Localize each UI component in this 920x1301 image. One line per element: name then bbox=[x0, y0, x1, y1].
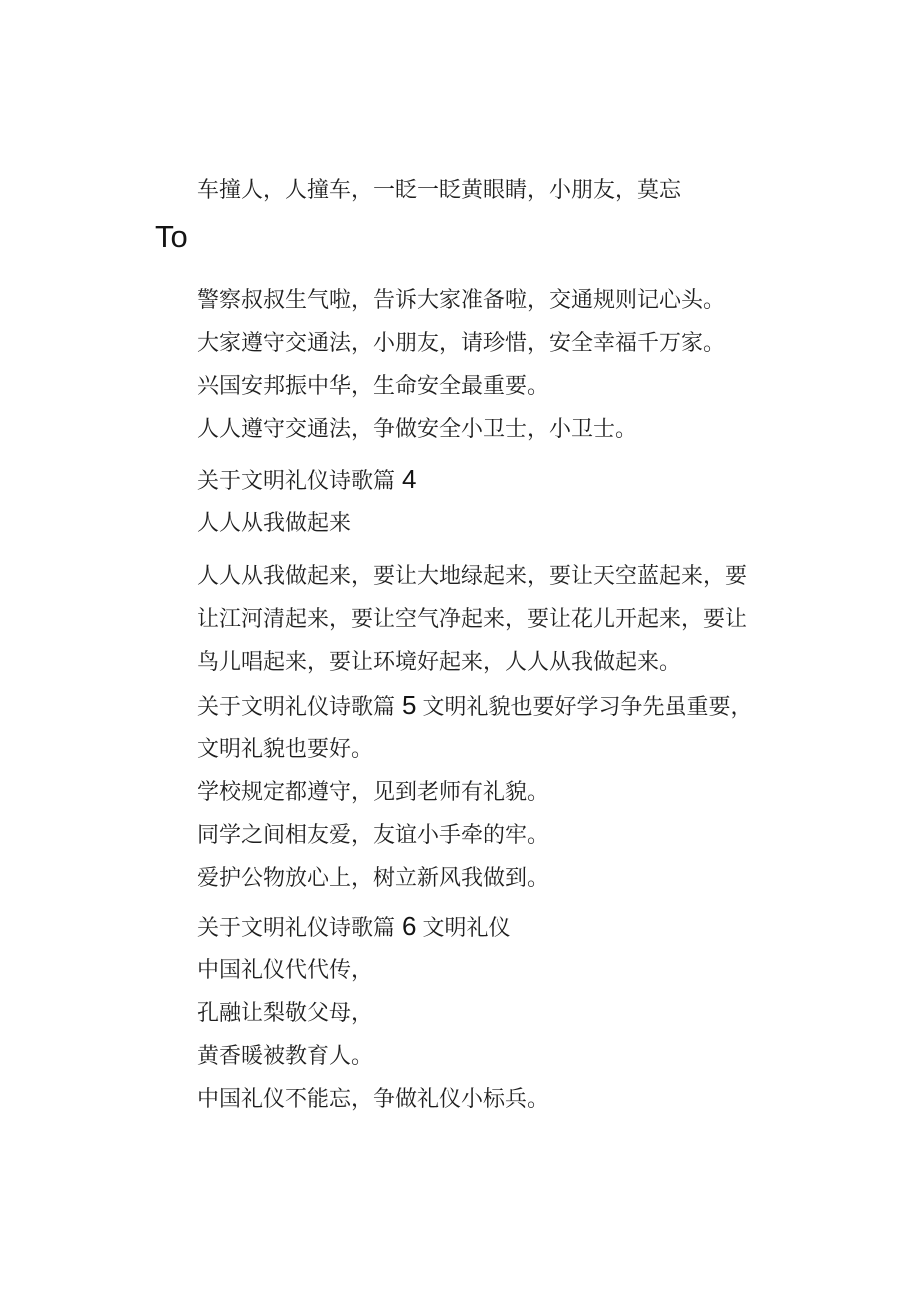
cjk-text-segment: 文明礼貌也要好。 bbox=[197, 736, 374, 761]
cjk-text-segment: 中国礼仪代代传， bbox=[197, 957, 374, 982]
cjk-text-segment: 爱护公物放心上，树立新风我做到。 bbox=[197, 865, 550, 890]
poem-line-3 bbox=[0, 278, 920, 321]
cjk-text-segment: 黄香暖被教育人。 bbox=[197, 1043, 374, 1068]
cjk-text-segment: 孔融让梨敬父母， bbox=[197, 1000, 374, 1025]
poem-line-18 bbox=[0, 948, 920, 991]
cjk-text-segment: 让江河清起来，要让空气净起来，要让花儿开起来，要让 bbox=[197, 606, 748, 631]
cjk-text-segment: 文明礼貌也要好学习争先虽重要， bbox=[422, 694, 753, 719]
poem-line-16 bbox=[0, 856, 920, 899]
cjk-text-segment: 人人从我做起来，要让大地绿起来，要让天空蓝起来，要 bbox=[197, 563, 748, 588]
poem-line-1 bbox=[0, 168, 920, 211]
cjk-text-segment: 学校规定都遵守，见到老师有礼貌。 bbox=[197, 779, 550, 804]
cjk-text-segment: 人人遵守交通法，争做安全小卫士，小卫士。 bbox=[197, 416, 638, 441]
cjk-text-segment: 同学之间相友爱，友谊小手牵的牢。 bbox=[197, 822, 550, 847]
poem-line-14 bbox=[0, 770, 920, 813]
poem-line-15 bbox=[0, 813, 920, 856]
cjk-text-segment: 关于文明礼仪诗歌篇 bbox=[197, 468, 396, 493]
cjk-text-segment: 关于文明礼仪诗歌篇 bbox=[197, 694, 396, 719]
cjk-text-segment: 鸟儿唱起来，要让环境好起来，人人从我做起来。 bbox=[197, 649, 682, 674]
poem-line-10 bbox=[0, 597, 920, 640]
poem-line-5 bbox=[0, 364, 920, 407]
cjk-text-segment: 警察叔叔生气啦，告诉大家准备啦，交通规则记心头。 bbox=[197, 287, 726, 312]
poem-line-19 bbox=[0, 991, 920, 1034]
poem-line-11 bbox=[0, 640, 920, 683]
poem-line-6 bbox=[0, 407, 920, 450]
cjk-text-segment: 文明礼仪 bbox=[422, 915, 511, 940]
poem-heading-7 bbox=[0, 458, 920, 501]
poem-heading-17 bbox=[0, 905, 920, 948]
to-marker-2 bbox=[0, 215, 920, 258]
poem-line-20 bbox=[0, 1034, 920, 1077]
poem-line-13 bbox=[0, 727, 920, 770]
poem-line-9 bbox=[0, 554, 920, 597]
poem-title-8 bbox=[0, 501, 920, 544]
poem-number: 6 bbox=[402, 911, 417, 941]
poem-heading-12 bbox=[0, 684, 920, 727]
latin-marker-text: To bbox=[155, 219, 188, 254]
poem-number: 5 bbox=[402, 690, 417, 720]
cjk-text-segment: 关于文明礼仪诗歌篇 bbox=[197, 915, 396, 940]
cjk-text-segment: 兴国安邦振中华，生命安全最重要。 bbox=[197, 373, 550, 398]
cjk-text-segment: 中国礼仪不能忘，争做礼仪小标兵。 bbox=[197, 1086, 550, 1111]
cjk-text-segment: 车撞人，人撞车，一眨一眨黄眼睛，小朋友，莫忘 bbox=[197, 177, 682, 202]
poem-line-21 bbox=[0, 1077, 920, 1120]
cjk-text-segment: 人人从我做起来 bbox=[197, 510, 352, 535]
cjk-text-segment: 大家遵守交通法，小朋友，请珍惜，安全幸福千万家。 bbox=[197, 330, 726, 355]
poem-line-4 bbox=[0, 321, 920, 364]
poem-number: 4 bbox=[402, 464, 417, 494]
